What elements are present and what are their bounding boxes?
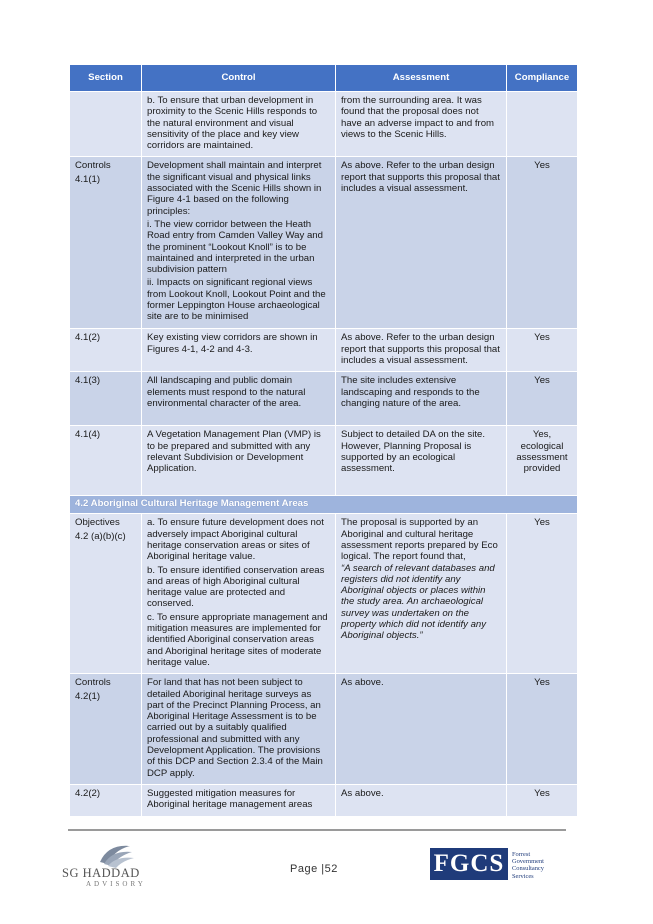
- assessment-cell: [336, 514, 507, 674]
- section-cell: [70, 426, 142, 496]
- control-cell: [142, 514, 336, 674]
- assessment-cell-text: As above.: [341, 677, 384, 689]
- section-cell: [70, 674, 142, 785]
- header-assessment: Assessment: [336, 65, 507, 92]
- table-row: [70, 426, 578, 496]
- table-row: [70, 674, 578, 785]
- control-cell: [142, 92, 336, 157]
- assessment-cell-text: As above. Refer to the urban design report that supports this proposal that includes a visual assessment.: [341, 160, 500, 195]
- assessment-cell: [336, 372, 507, 426]
- assessment-cell: [336, 784, 507, 816]
- section-cell-text: 4.1(3): [75, 375, 101, 387]
- section-cell: [70, 784, 142, 816]
- section-cell-text: 4.1(2): [75, 332, 101, 344]
- table-header-row: [70, 65, 578, 92]
- control-cell: [142, 784, 336, 816]
- section-cell-text: 4.1(1): [75, 173, 101, 185]
- control-cell: [142, 329, 336, 372]
- assessment-quote: “A search of relevant databases and registers did not identify any Aboriginal objects or places within the study area. An archaeological survey was undertaken on the property which did not identify any Aboriginal objects.”: [341, 562, 495, 642]
- assessment-cell-text: As above.: [341, 787, 384, 799]
- sg-haddad-sub: ADVISORY: [86, 880, 146, 888]
- compliance-table: [69, 64, 578, 817]
- section-cell-text: 4.2 (a)(b)(c): [75, 530, 126, 542]
- control-cell: [142, 674, 336, 785]
- fgcs-logo-text: Forrest Government Consultancy Services: [512, 851, 544, 880]
- header-compliance: Compliance: [507, 65, 578, 92]
- compliance-cell: Yes, ecological assessment provided: [507, 426, 578, 496]
- assessment-cell: [336, 329, 507, 372]
- compliance-cell: Yes: [507, 157, 578, 329]
- compliance-cell: Yes: [507, 372, 578, 426]
- table-row: [70, 514, 578, 674]
- control-cell: [142, 372, 336, 426]
- table-row: [70, 372, 578, 426]
- section-cell-text: 4.1(4): [75, 429, 101, 441]
- section-heading-row: [70, 496, 578, 514]
- table-row: [70, 784, 578, 816]
- table-row: [70, 329, 578, 372]
- section-cell: [70, 372, 142, 426]
- section-heading: 4.2 Aboriginal Cultural Heritage Management Areas: [70, 496, 578, 514]
- section-cell-text: 4.2(2): [75, 787, 101, 799]
- section-cell: [70, 329, 142, 372]
- compliance-cell: [507, 92, 578, 157]
- assessment-cell-text: The proposal is supported by an Aboriginal and cultural heritage assessment reports prepared by Eco logical. The report found that,: [341, 517, 498, 563]
- compliance-cell: Yes: [507, 329, 578, 372]
- section-cell: [70, 157, 142, 329]
- control-cell-text: b. To ensure identified conservation areas and areas of high Aboriginal cultural heritage value are protected and conserved.: [147, 564, 325, 610]
- sg-haddad-name: SG HADDAD: [62, 866, 140, 880]
- control-cell-text: a. To ensure future development does not adversely impact Aboriginal cultural heritage conservation areas or sites of Aboriginal heritage value.: [147, 517, 324, 563]
- table-row: [70, 92, 578, 157]
- control-cell: [142, 426, 336, 496]
- control-cell-text: Key existing view corridors are shown in Figures 4-1, 4-2 and 4-3.: [147, 332, 318, 355]
- compliance-cell: Yes: [507, 514, 578, 674]
- assessment-cell-text: from the surrounding area. It was found that the proposal does not have an adverse impact to and from views to the Scenic Hills.: [341, 95, 495, 140]
- assessment-cell: [336, 157, 507, 329]
- control-cell-text: ii. Impacts on significant regional views from Lookout Knoll, Lookout Point and the former Leppington House archaeological site are to be minimised: [147, 277, 326, 323]
- control-cell-text: For land that has not been subject to detailed Aboriginal heritage surveys as part of the Precinct Planning Process, an Aboriginal Heritage Assessment is to be carried out by a suitably qualified professional and submitted with any Development Application. The provisions of this DCP and Section 2.3.4 of the Main DCP apply.: [147, 677, 323, 779]
- assessment-cell-text: Subject to detailed DA on the site. However, Planning Proposal is supported by an ecological assessment.: [341, 429, 485, 475]
- section-cell-text: 4.2(1): [75, 690, 101, 702]
- header-control: Control: [142, 65, 336, 92]
- page-number: Page |52: [290, 863, 338, 875]
- control-cell-text: Suggested mitigation measures for Aboriginal heritage management areas: [147, 787, 313, 811]
- compliance-cell: Yes: [507, 784, 578, 816]
- control-cell-text: i. The view corridor between the Heath Road entry from Camden Valley Way and the prominent “Lookout Knoll” is to be maintained and interpreted in the urban subdivision pattern: [147, 218, 323, 276]
- assessment-cell: [336, 426, 507, 496]
- compliance-cell: Yes: [507, 674, 578, 785]
- control-cell-text: b. To ensure that urban development in proximity to the Scenic Hills responds to the natural environment and visual sensitivity of the place and key view corridors are maintained.: [147, 95, 318, 152]
- assessment-cell: [336, 674, 507, 785]
- control-cell-text: c. To ensure appropriate management and mitigation measures are implemented for identified Aboriginal conservation areas and Aboriginal heritage sites of moderate heritage value.: [147, 611, 328, 668]
- section-cell: [70, 92, 142, 157]
- section-cell-text: Objectives: [75, 517, 120, 529]
- section-cell: [70, 514, 142, 674]
- table-row: [70, 157, 578, 329]
- section-cell-text: Controls: [75, 160, 111, 172]
- assessment-cell: [336, 92, 507, 157]
- control-cell-text: A Vegetation Management Plan (VMP) is to be prepared and submitted with any relevant Subdivision or Development Application.: [147, 429, 321, 475]
- header-section: Section: [70, 65, 142, 92]
- assessment-cell-text: As above. Refer to the urban design report that supports this proposal that includes a visual assessment.: [341, 332, 500, 367]
- control-cell: [142, 157, 336, 329]
- fgcs-logo: FGCS: [430, 848, 508, 880]
- section-cell-text: Controls: [75, 677, 111, 689]
- control-cell-text: Development shall maintain and interpret the significant visual and physical links associated with the Scenic Hills shown in Figure 4-1 based on the following principles:: [147, 160, 322, 217]
- assessment-cell-text: The site includes extensive landscaping and responds to the changing nature of the area.: [341, 375, 480, 409]
- footer-divider: [68, 829, 566, 831]
- control-cell-text: All landscaping and public domain elements must respond to the natural environmental character of the area.: [147, 375, 306, 409]
